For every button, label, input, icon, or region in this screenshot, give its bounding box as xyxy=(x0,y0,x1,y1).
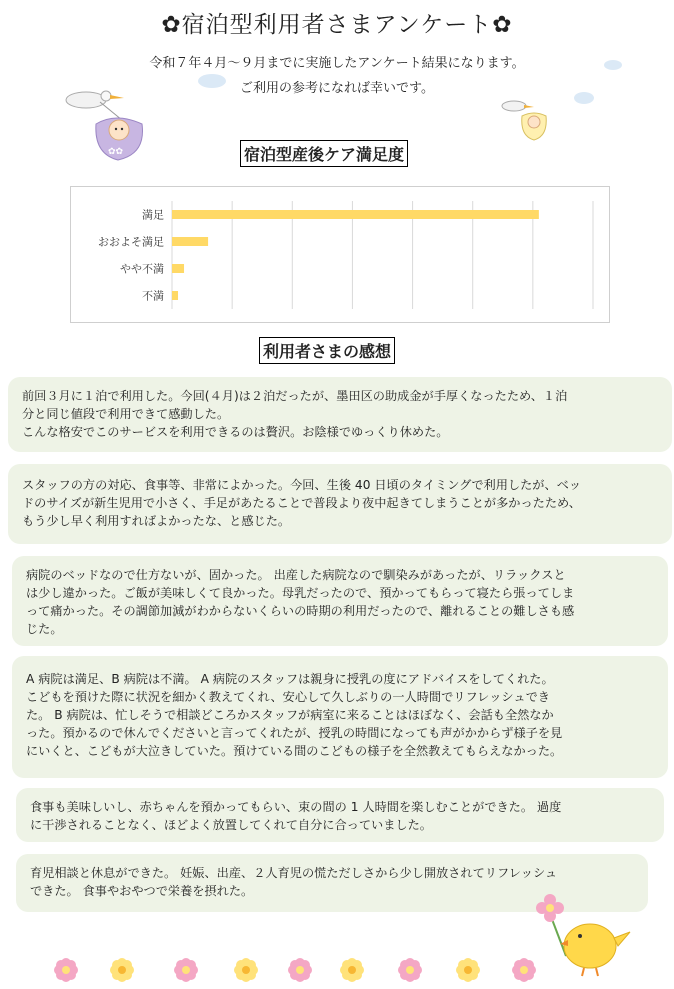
chart-bar-3 xyxy=(172,264,184,273)
cloud-illustration xyxy=(604,60,622,70)
comment-line: 分と同じ値段で利用できて感動した。 xyxy=(22,407,230,421)
stork-with-baby-illustration xyxy=(56,84,166,164)
comment-card xyxy=(8,377,672,452)
comment-line: は少し違かった。ご飯が美味しくて良かった。母乳だったので、預かってもらって寝たら張ってしま xyxy=(26,586,575,600)
comment-line: ドのサイズが新生児用で小さく、手足があたることで普段より夜中起きてしまうことが多かったため、 xyxy=(22,496,581,510)
comment-line: にいくと、こどもが大泣きしていた。預けている間のこどもの様子を全然教えてもらえなかった。 xyxy=(26,744,563,758)
chart-bar-4 xyxy=(172,291,178,300)
chart-category-label: おおよそ満足 xyxy=(98,235,164,249)
satisfaction-heading: 宿泊型産後ケア満足度 xyxy=(240,140,408,167)
comment-line: に干渉されることなく、ほどよく放置してくれて自分に合っていました。 xyxy=(30,818,432,832)
satisfaction-chart-frame xyxy=(70,186,610,323)
comment-line: こんな格安でこのサービスを利用できるのは贅沢。お陰様でゆっくり休めた。 xyxy=(22,425,449,439)
comment-line: スタッフの方の対応、食事等、非常によかった。今回、生後 40 日頃のタイミングで利用したが、ベッ xyxy=(22,478,582,492)
comment-line: できた。 食事やおやつで栄養を摂れた。 xyxy=(30,884,254,898)
chart-category-label: 満足 xyxy=(142,208,164,222)
flower-icon xyxy=(54,958,78,982)
comment-line: 前回３月に１泊で利用した。今回(４月)は２泊だったが、墨田区の助成金が手厚くなったため、１泊 xyxy=(22,389,568,403)
cloud-illustration xyxy=(198,74,226,88)
page-title: ✿宿泊型利用者さまアンケート✿ xyxy=(161,12,513,38)
flower-icon xyxy=(512,958,536,982)
chart-category-label: 不満 xyxy=(142,289,164,303)
comment-line: もう少し早く利用すればよかったな、と感じた。 xyxy=(22,514,291,528)
comment-line: A 病院は満足、B 病院は不満。 A 病院のスタッフは親身に授乳の度にアドバイスをしてくれた。 xyxy=(26,672,554,686)
impressions-heading: 利用者さまの感想 xyxy=(259,337,395,364)
comment-card xyxy=(12,656,668,778)
comment-line: 病院のベッドなので仕方ないが、固かった。 出産した病院なので馴染みがあったが、リラックスと xyxy=(26,568,566,582)
flower-icon xyxy=(288,958,312,982)
chart-category-label: やや不満 xyxy=(120,262,164,276)
comment-card xyxy=(12,556,668,646)
comment-line: 育児相談と休息ができた。 妊娠、出産、２人育児の慌ただしさから少し開放されてリフレッシュ xyxy=(30,866,558,880)
intro-text-line2: ご利用の参考になれば幸いです。 xyxy=(240,81,434,96)
flower-icon xyxy=(234,958,258,982)
chart-bar-1 xyxy=(172,210,539,219)
flower-icon xyxy=(174,958,198,982)
comment-card xyxy=(16,788,664,842)
flower-border-decoration xyxy=(0,950,674,989)
comment-line: こどもを預けた際に状況を細かく教えてくれ、安心して久しぶりの一人時間でリフレッシュでき xyxy=(26,690,550,704)
stork-with-baby-illustration xyxy=(500,98,560,142)
flower-icon xyxy=(110,958,134,982)
comment-line: じた。 xyxy=(26,622,63,636)
comment-line: 食事も美味しいし、赤ちゃんを預かってもらい、束の間の 1 人時間を楽しむことができた。 過度 xyxy=(30,800,562,814)
intro-text-line1: 令和７年４月～９月までに実施したアンケート結果になります。 xyxy=(149,56,525,71)
svg-text:✿✿: ✿✿ xyxy=(108,147,124,157)
flower-icon xyxy=(456,958,480,982)
cloud-illustration xyxy=(574,92,594,104)
chart-bar-2 xyxy=(172,237,208,246)
flower-icon xyxy=(340,958,364,982)
comment-line: た。 B 病院は、忙しそうで相談どころかスタッフが病室に来ることはほぼなく、会話も全然なか xyxy=(26,708,554,722)
satisfaction-bar-chart xyxy=(71,187,609,322)
comment-line: って痛かった。その調節加減がわからないくらいの時期の利用だったので、離れることの難しさも感 xyxy=(26,604,575,618)
flower-icon xyxy=(398,958,422,982)
comment-card xyxy=(8,464,672,544)
comment-line: った。預かるので休んでくださいと言ってくれたが、授乳の時間になっても声がかからず様子を見 xyxy=(26,726,563,740)
